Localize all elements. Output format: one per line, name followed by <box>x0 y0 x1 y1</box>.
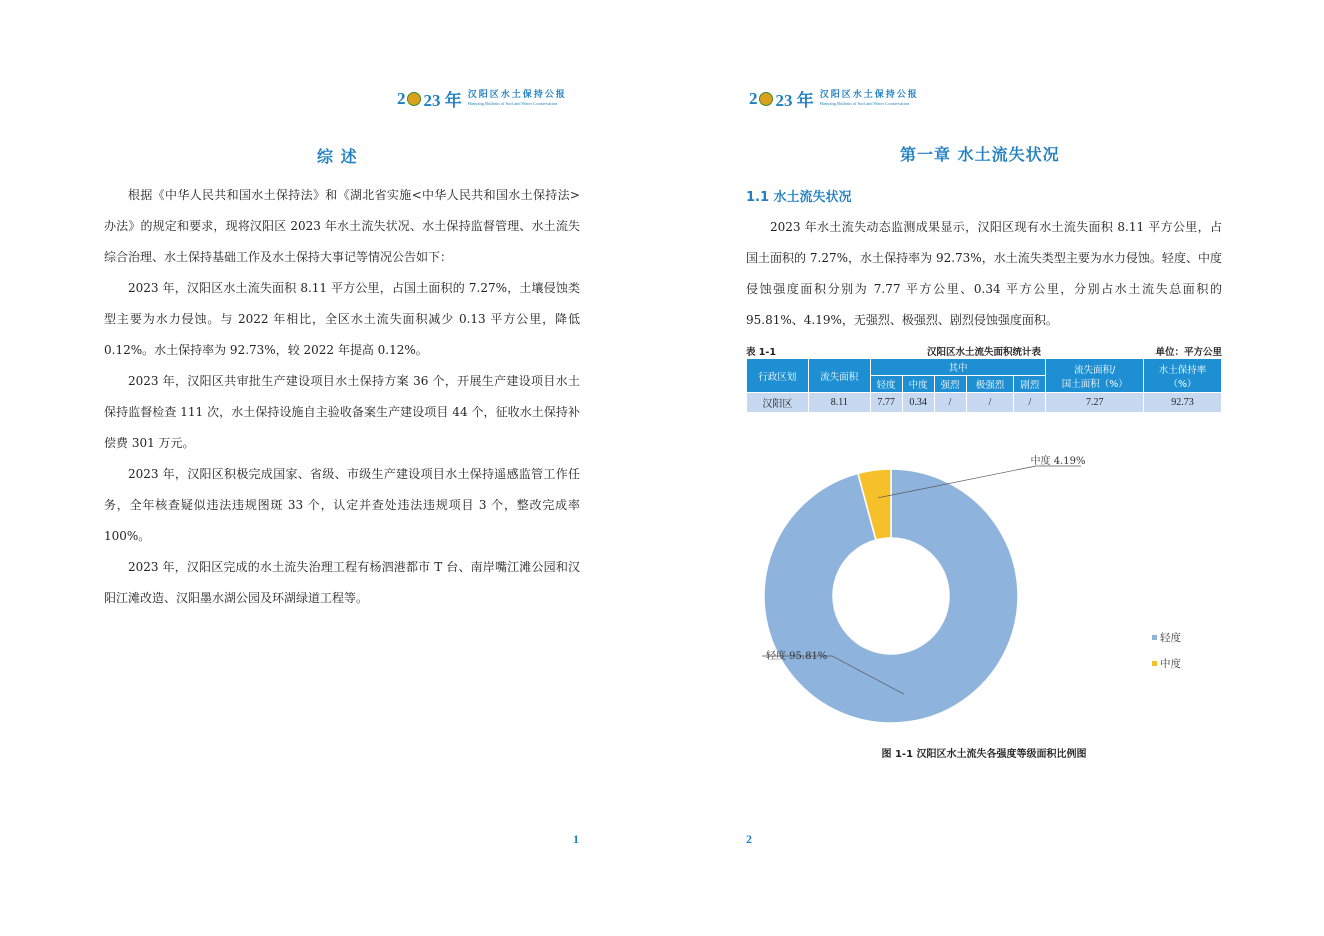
bulletin-header <box>397 86 567 111</box>
legend-label: 轻度 <box>1160 632 1181 644</box>
year-suffix: 23 年 <box>423 91 462 110</box>
legend-swatch <box>1152 635 1157 640</box>
table-title: 汉阳区水土流失面积统计表 <box>926 347 1041 358</box>
header-strong: 强烈 <box>934 376 966 393</box>
paragraph: 2023 年，汉阳区共审批生产建设项目水土保持方案 36 个，开展生产建设项目水土保持监督检查 111 次，水土保持设施自主验收备案生产建设项目 44 个，征收水土保持补偿费 301 万元。 <box>104 374 580 450</box>
legend-swatch <box>1152 661 1157 666</box>
header-title-cn: 汉阳区水土保持公报 <box>819 89 919 100</box>
emblem-icon <box>759 92 773 106</box>
year-prefix: 2 <box>749 88 758 108</box>
header-title-en: Hanyang Bulletin of Soil and Water Conservation <box>467 100 558 106</box>
header-ratio-line1: 流失面积/ <box>1074 364 1116 376</box>
paragraph: 2023 年，汉阳区完成的水土流失治理工程有杨泗港都市 T 台、南岸嘴江滩公园和汉阳江滩改造、汉阳墨水湖公园及环湖绿道工程等。 <box>104 560 580 605</box>
erosion-donut-chart <box>746 440 1222 740</box>
header-very-strong: 极强烈 <box>966 376 1014 393</box>
table-label: 表 1-1 <box>746 347 776 358</box>
legend-label: 中度 <box>1160 658 1181 670</box>
page-number: 1 <box>573 832 579 846</box>
paragraph: 2023 年水土流失动态监测成果显示，汉阳区现有水土流失面积 8.11 平方公里，占国土面积的 7.27%，水土保持率为 92.73%，水土流失类型主要为水力侵蚀。轻度、中度侵蚀强度面积分别为 7.77 平方公里、0.34 平方公里，分别占水土流失总面积的 95.81%、4.19%，无强烈、极强烈、剧烈侵蚀强度面积。 <box>746 220 1222 327</box>
chapter-title: 第一章 水土流失状况 <box>900 145 1060 164</box>
header-moderate: 中度 <box>902 376 934 393</box>
header-district: 行政区划 <box>747 359 809 393</box>
header-text <box>820 91 919 107</box>
header-retention-line1: 水土保持率 <box>1158 364 1207 376</box>
cell-retention: 92.73 <box>1144 393 1222 413</box>
section-body <box>746 212 1222 336</box>
header-retention <box>1144 359 1222 393</box>
soil-loss-table <box>746 358 1222 413</box>
cell-ratio: 7.27 <box>1046 393 1144 413</box>
table-unit: 单位：平方公里 <box>1155 347 1222 358</box>
cell-mild: 7.77 <box>870 393 902 413</box>
page-number: 2 <box>746 832 752 846</box>
header-title-en: Hanyang Bulletin of Soil and Water Conservation <box>819 100 910 106</box>
header-of-which: 其中 <box>870 359 1046 376</box>
header-mild: 轻度 <box>870 376 902 393</box>
cell-district: 汉阳区 <box>747 393 809 413</box>
header-text <box>468 91 567 107</box>
header-ratio <box>1046 359 1144 393</box>
cell-very-strong: / <box>966 393 1014 413</box>
bulletin-header <box>749 86 919 111</box>
header-severe: 剧烈 <box>1014 376 1046 393</box>
emblem-icon <box>407 92 421 106</box>
right-page <box>662 0 1324 936</box>
section-title: 1.1 水土流失状况 <box>746 190 852 205</box>
cell-moderate: 0.34 <box>902 393 934 413</box>
figure-caption: 图 1-1 汉阳区水土流失各强度等级面积比例图 <box>881 749 1087 760</box>
year-prefix: 2 <box>397 88 406 108</box>
data-label: 轻度 95.81% <box>766 651 828 662</box>
paragraph: 2023 年，汉阳区水土流失面积 8.11 平方公里，占国土面积的 7.27%，土壤侵蚀类型主要为水力侵蚀。与 2022 年相比，全区水土流失面积减少 0.13 平方公里，降低 0.12%。水土保持率为 92.73%，较 2022 年提高 0.12%。 <box>104 281 580 357</box>
paragraph: 根据《中华人民共和国水土保持法》和《湖北省实施<中华人民共和国水土保持法>办法》的规定和要求，现将汉阳区 2023 年水土流失状况、水土保持监督管理、水土流失综合治理、水土保持基础工作及水土保持大事记等情况公告如下： <box>104 188 580 264</box>
table-row <box>747 393 1222 413</box>
page-title: 综 述 <box>317 147 358 166</box>
header-ratio-line2: 国土面积（%） <box>1061 378 1128 390</box>
year-logo <box>397 86 462 111</box>
header-area: 流失面积 <box>808 359 870 393</box>
overview-body <box>104 180 580 614</box>
cell-severe: / <box>1014 393 1046 413</box>
cell-strong: / <box>934 393 966 413</box>
data-label: 中度 4.19% <box>1030 456 1086 467</box>
chart-legend <box>1152 631 1182 670</box>
paragraph: 2023 年，汉阳区积极完成国家、省级、市级生产建设项目水土保持遥感监管工作任务，全年核查疑似违法违规图斑 33 个，认定并查处违法违规项目 3 个，整改完成率 100%。 <box>104 467 580 543</box>
cell-area: 8.11 <box>808 393 870 413</box>
year-logo <box>749 86 814 111</box>
header-retention-line2: （%） <box>1168 378 1197 390</box>
donut-slices <box>764 469 1018 723</box>
header-title-cn: 汉阳区水土保持公报 <box>467 89 567 100</box>
year-suffix: 23 年 <box>775 91 814 110</box>
